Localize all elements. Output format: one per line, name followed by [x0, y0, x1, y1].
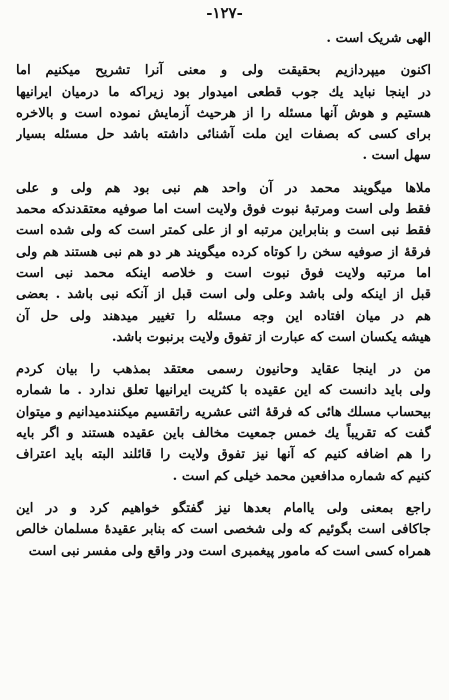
paragraph — [16, 359, 431, 487]
text-line: فقط نبی است و بنابراین مرتبه او از علی کمتر است که ولی شده است — [16, 223, 431, 239]
text-line: کنیم که شماره مدافعین محمد خیلی کم است . — [172, 468, 431, 484]
text-line: اما مرتبه ولایت فوق نبوت است و خلاصه اینکه محمد نبی است — [16, 265, 431, 281]
paragraph — [16, 60, 431, 166]
text-line: جاکافی است بگوئیم که ولی شخصی است که بنابر عقیدهٔ مسلمان خالص — [16, 522, 431, 538]
text-line: را هم اضافه کنیم که آنها نیز تفوق ولایت را قائلند البته باید اعتراف — [16, 447, 431, 463]
body-text — [16, 28, 431, 562]
text-line: برای کسی که بصفات این ملت آشنائی داشته باشد حل مسئله بسیار — [16, 127, 431, 143]
text-line: هم در میان افتاده این وجه مسئله را تغییر میدهند ولی حل آن — [16, 308, 431, 324]
text-line: ولی باید دانست که این عقیده با کثریت ایرانیها تعلق ندارد . ما شماره — [16, 383, 431, 399]
paragraph — [16, 28, 431, 49]
text-line: بیحساب مسلك هائی که فرقهٔ اثنی عشریه راتقسیم میکنندمیدانیم و میتوان — [16, 404, 431, 420]
text-line: سهل است . — [362, 148, 431, 164]
page-number: -۱۲۷- — [206, 4, 243, 22]
text-line: اکنون میپردازیم بحقیقت ولی و معنی آنرا تشریح میکنیم اما — [16, 63, 431, 79]
text-line: الهی شریک است . — [326, 31, 431, 46]
text-line: فقط ولی است ومرتبهٔ نبوت فوق ولایت است اما صوفیه معتقدندکه محمد — [16, 202, 431, 218]
text-line: راجع بمعنی ولی یاامام بعدها نیز گفتگو خواهیم کرد و در این — [16, 500, 431, 516]
paragraph — [16, 498, 431, 562]
text-line: همراه کسی است که مامور پیغمبری است ودر واقع ولی مفسر نبی است — [28, 543, 431, 559]
text-line: هیشه یکسان است که عبارت از تفوق ولایت برنبوت باشد. — [111, 329, 431, 345]
text-line: من در اینجا عقاید وحانیون رسمی معتقد بمذهب را بیان کردم — [16, 362, 431, 378]
paragraph — [16, 178, 431, 348]
text-line: ملاها میگویند محمد در آن واحد هم نبی بود هم ولی و علی — [16, 180, 431, 196]
text-line: قبل از اینکه ولی باشد وعلی ولی است قبل از آنکه نبی باشد . بعضی — [16, 287, 431, 303]
text-line: هستیم و هوش آنها مسئله را از هرحیث آزمایش نموده است و بالاخره — [16, 105, 431, 121]
text-line: فرقهٔ از صوفیه سخن را کوتاه کرده میگویند هر دو هم نبی هستند هم ولی — [16, 244, 431, 260]
text-line: در اینجا نباید یك جوب قطعی امیدوار بود زیراکه ما درمیان ایرانیها — [16, 84, 431, 100]
text-line: گفت که تقریباً یك خمس جمعیت مخالف باین عقیده هستند و اگر بایه — [16, 426, 431, 442]
